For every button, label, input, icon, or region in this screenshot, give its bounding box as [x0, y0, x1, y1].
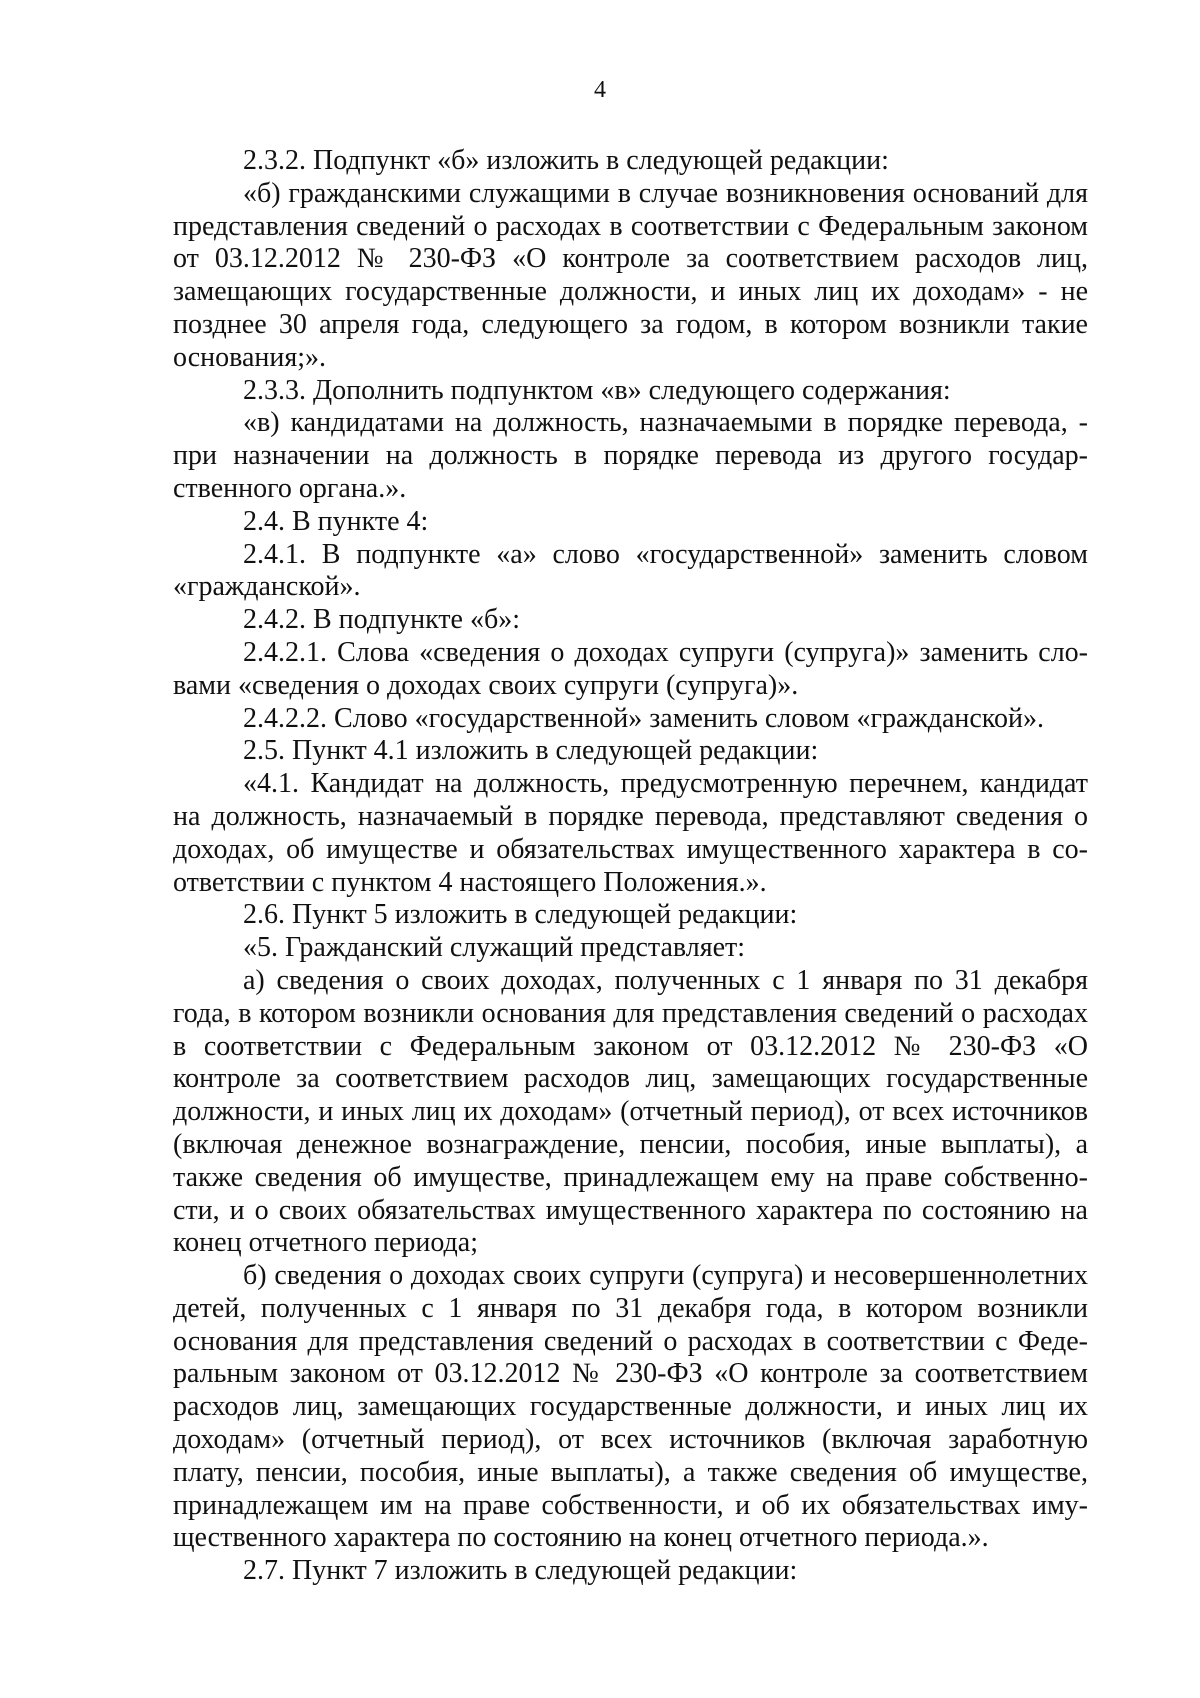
paragraph-item-4-1-text: «4.1. Кандидат на должность, предусмотренную перечнем, кандидат на должность, назначаемый в порядке перевода, представляют сведения о доходах, об имуществе и обязательствах имущественного характера в соответствии с пунктом 4 настоящего Положения.».: [173, 768, 1088, 898]
paragraph-2-7: 2.7. Пункт 7 изложить в следующей редакции:: [243, 1555, 798, 1587]
paragraph-item-5-b: б) сведения о доходах своих супруги (супруга) и несовершеннолетних детей, полученных с 1 января по 31 декабря года, в котором возникли основания для представления сведений о расходах в соответствии с Федеральным законом от 03.12.2012 № 230-ФЗ «О контроле за соответствием расходов лиц, замещающих государственные должности, и иных лиц их доходам» (отчетный период), от всех источников (включая заработную плату, пенсии, пособия, иные выплаты), а также сведения об имуществе, принадлежащем им на праве собственности, и об их обязательствах имущественного характера по состоянию на конец отчетного периода.».: [173, 1260, 1088, 1554]
paragraph-item-5-a: а) сведения о своих доходах, полученных с 1 января по 31 декабря года, в котором возникли основания для представления сведений о расходах в соответствии с Федеральным законом от 03.12.2012 № 230-ФЗ «О контроле за соответствием расходов лиц, замещающих государственные должности, и иных лиц их доходам» (отчетный период), от всех источников (включая денежное вознаграждение, пенсии, пособия, иные выплаты), а также сведения об имуществе, принадлежащем ему на праве собственности, и о своих обязательствах имущественного характера по состоянию на конец отчетного периода;: [173, 964, 1088, 1259]
paragraph-2-4-2-1: 2.4.2.1. Слова «сведения о доходах супруги (супруга)» заменить словами «сведения о доходах своих супруги (супруга)».: [173, 636, 1088, 701]
paragraph-2-4-2-2: 2.4.2.2. Слово «государственной» заменить словом «гражданской».: [243, 702, 1044, 734]
paragraph-2-6: 2.6. Пункт 5 изложить в следующей редакции:: [243, 899, 798, 931]
paragraph-2-5: 2.5. Пункт 4.1 изложить в следующей редакции:: [243, 735, 819, 767]
paragraph-2-4: 2.4. В пункте 4:: [243, 505, 429, 537]
paragraph-2-3-2: 2.3.2. Подпункт «б» изложить в следующей редакции:: [243, 145, 889, 176]
paragraph-2-4-1: 2.4.1. В подпункте «а» слово «государственной» заменить словом «гражданской».: [173, 538, 1088, 603]
paragraph-item-5-intro: «5. Гражданский служащий представляет:: [243, 932, 746, 964]
document-body: [173, 145, 1088, 1588]
paragraph-2-3-3: 2.3.3. Дополнить подпунктом «в» следующего содержания:: [243, 374, 951, 406]
page-number: 4: [594, 77, 606, 103]
paragraph-subitem-v-text: «в) кандидатами на должность, назначаемыми в порядке перевода, - при назначении на должность в порядке перевода из другого государственного органа.».: [173, 407, 1088, 504]
paragraph-2-4-2: 2.4.2. В подпункте «б»:: [243, 604, 520, 636]
paragraph-subitem-b-text: «б) гражданскими служащими в случае возникновения оснований для представления сведений о расходах в соответствии с Федеральным законом от 03.12.2012 № 230-ФЗ «О контроле за соответствием расходов лиц, замещающих государственные должности, и иных лиц их доходам» - не позднее 30 апреля года, следующего за годом, в котором возникли такие основания;».: [173, 177, 1088, 373]
